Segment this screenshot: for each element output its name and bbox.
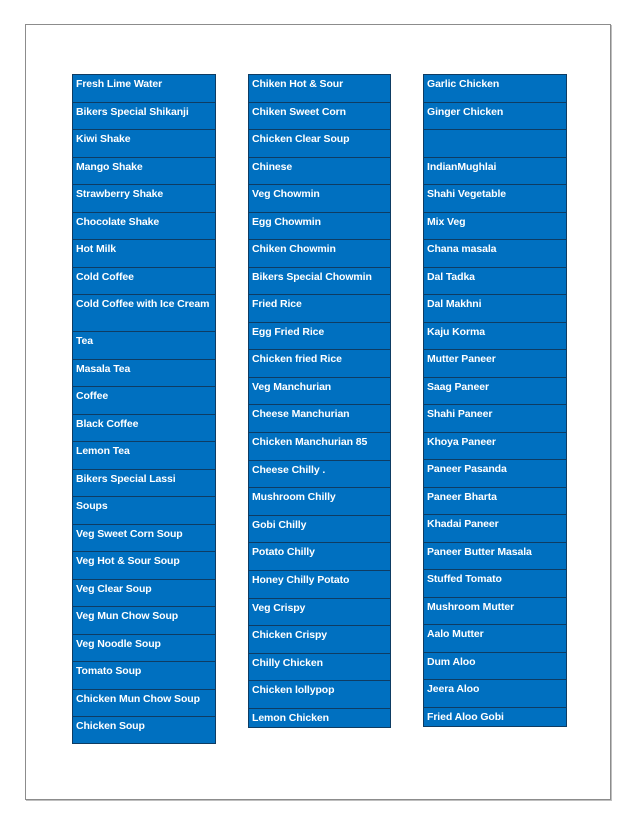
menu-item: Garlic Chicken [423, 74, 567, 102]
menu-item: Veg Noodle Soup [72, 634, 216, 662]
menu-item: Aalo Mutter [423, 624, 567, 652]
menu-item: Chicken Mun Chow Soup [72, 689, 216, 717]
menu-item: Jeera Aloo [423, 679, 567, 707]
menu-item: Soups [72, 496, 216, 524]
menu-column-3 [423, 74, 567, 727]
menu-item: Kaju Korma [423, 322, 567, 350]
menu-item: Hot Milk [72, 239, 216, 267]
menu-item: Egg Chowmin [248, 212, 391, 240]
menu-item: Chiken Chowmin [248, 239, 391, 267]
menu-item: Lemon Chicken [248, 708, 391, 728]
menu-item: Ginger Chicken [423, 102, 567, 130]
menu-item: Masala Tea [72, 359, 216, 387]
menu-item: Chicken Crispy [248, 625, 391, 653]
menu-item [423, 129, 567, 157]
menu-item: Mix Veg [423, 212, 567, 240]
menu-item: Chana masala [423, 239, 567, 267]
menu-item: Khoya Paneer [423, 432, 567, 460]
menu-item: Veg Chowmin [248, 184, 391, 212]
menu-item: Veg Sweet Corn Soup [72, 524, 216, 552]
menu-item: Cheese Chilly . [248, 460, 391, 488]
menu-item: Bikers Special Chowmin [248, 267, 391, 295]
menu-item: Fried Rice [248, 294, 391, 322]
menu-item: Tomato Soup [72, 661, 216, 689]
menu-item: Stuffed Tomato [423, 569, 567, 597]
menu-item: Bikers Special Lassi [72, 469, 216, 497]
menu-item: Lemon Tea [72, 441, 216, 469]
menu-item: IndianMughlai [423, 157, 567, 185]
menu-column-1 [72, 74, 216, 744]
menu-item: Paneer Bharta [423, 487, 567, 515]
menu-item: Tea [72, 331, 216, 359]
menu-item: Chiken Hot & Sour [248, 74, 391, 102]
menu-item: Strawberry Shake [72, 184, 216, 212]
menu-item: Mushroom Mutter [423, 597, 567, 625]
menu-item: Cold Coffee with Ice Cream [72, 294, 216, 331]
menu-item: Coffee [72, 386, 216, 414]
menu-item: Dum Aloo [423, 652, 567, 680]
menu-item: Bikers Special Shikanji [72, 102, 216, 130]
menu-item: Fresh Lime Water [72, 74, 216, 102]
menu-item: Honey Chilly Potato [248, 570, 391, 598]
menu-item: Chiken Sweet Corn [248, 102, 391, 130]
menu-item: Fried Aloo Gobi [423, 707, 567, 727]
menu-item: Chicken Manchurian 85 [248, 432, 391, 460]
menu-item: Veg Crispy [248, 598, 391, 626]
menu-item: Veg Clear Soup [72, 579, 216, 607]
menu-item: Veg Hot & Sour Soup [72, 551, 216, 579]
menu-item: Mutter Paneer [423, 349, 567, 377]
menu-item: Potato Chilly [248, 542, 391, 570]
menu-item: Veg Mun Chow Soup [72, 606, 216, 634]
menu-column-2 [248, 74, 391, 728]
menu-item: Gobi Chilly [248, 515, 391, 543]
menu-item: Black Coffee [72, 414, 216, 442]
menu-item: Dal Tadka [423, 267, 567, 295]
menu-item: Paneer Pasanda [423, 459, 567, 487]
menu-item: Paneer Butter Masala [423, 542, 567, 570]
menu-item: Chicken fried Rice [248, 349, 391, 377]
menu-item: Chilly Chicken [248, 653, 391, 681]
menu-item: Chicken Clear Soup [248, 129, 391, 157]
menu-item: Chinese [248, 157, 391, 185]
menu-item: Cold Coffee [72, 267, 216, 295]
menu-item: Khadai Paneer [423, 514, 567, 542]
menu-item: Mushroom Chilly [248, 487, 391, 515]
menu-item: Chocolate Shake [72, 212, 216, 240]
menu-item: Chicken lollypop [248, 680, 391, 708]
menu-item: Chicken Soup [72, 716, 216, 744]
menu-item: Mango Shake [72, 157, 216, 185]
menu-item: Shahi Paneer [423, 404, 567, 432]
menu-item: Saag Paneer [423, 377, 567, 405]
menu-item: Cheese Manchurian [248, 404, 391, 432]
menu-item: Veg Manchurian [248, 377, 391, 405]
menu-item: Kiwi Shake [72, 129, 216, 157]
menu-item: Shahi Vegetable [423, 184, 567, 212]
menu-item: Dal Makhni [423, 294, 567, 322]
menu-item: Egg Fried Rice [248, 322, 391, 350]
